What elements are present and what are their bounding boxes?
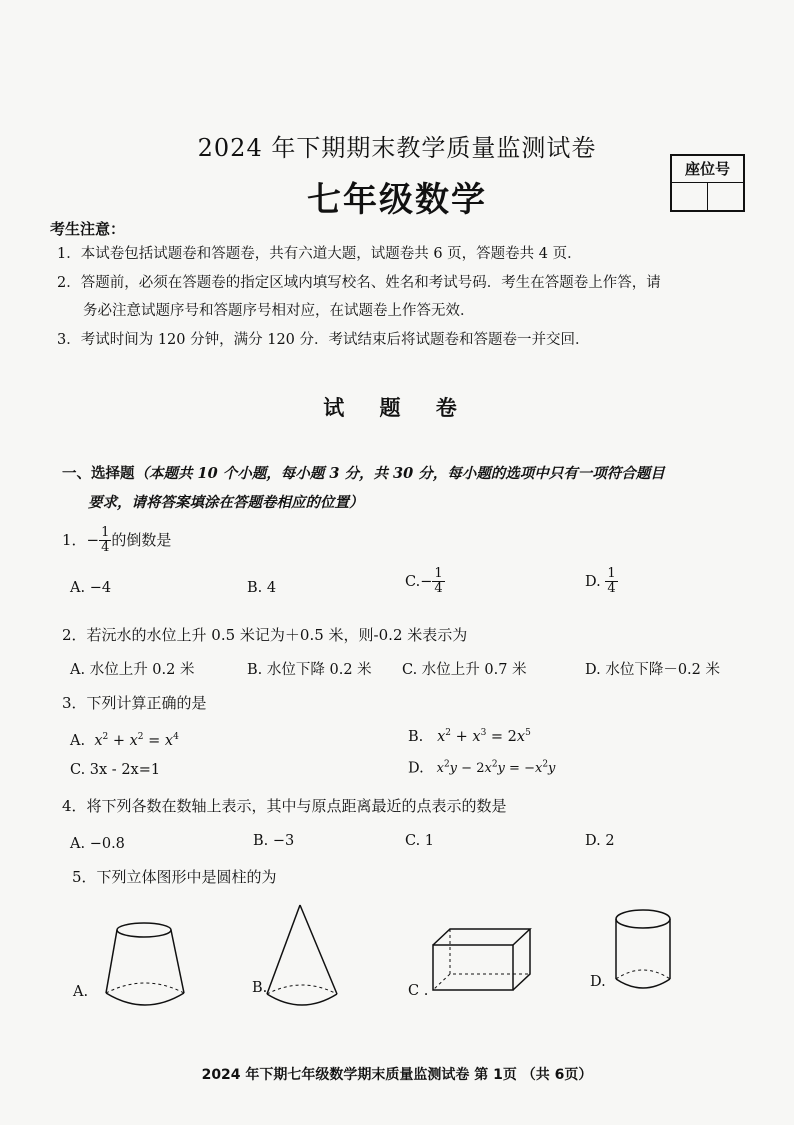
question-1 (62, 526, 171, 556)
seat-number-box (670, 154, 745, 212)
q3-option-a-label: A. (70, 732, 86, 749)
q3-option-d-label: D. (408, 760, 424, 777)
page-footer: 2024 年下期七年级数学期末质量监测试卷 第 1页 （共 6页） (201, 1067, 593, 1083)
q1-option-a: A. −4 (70, 580, 112, 596)
q1-option-d (585, 567, 618, 597)
q3-option-c: C. 3x - 2x=1 (70, 762, 161, 778)
q1-option-b: B. 4 (247, 580, 277, 596)
question-2: 2．若沅水的水位上升 0.5 米记为＋0.5 米，则-0.2 米表示为 (62, 626, 468, 644)
q1-option-c (405, 567, 445, 597)
question-5: 5．下列立体图形中是圆柱的为 (72, 868, 277, 886)
q1-frac-den: 4 (101, 540, 110, 556)
question-4: 4．将下列各数在数轴上表示，其中与原点距离最近的点表示的数是 (62, 797, 507, 815)
seat-cell (672, 183, 708, 211)
q1-text: 的倒数是 (111, 530, 172, 549)
seat-cell (708, 183, 743, 211)
question-3: 3．下列计算正确的是 (62, 694, 207, 712)
q5-option-a-label: A. (73, 984, 89, 1000)
subject-title: 七年级数学 (307, 180, 487, 220)
section1-instructions (62, 462, 762, 483)
q5-option-d-label: D. (590, 974, 606, 990)
q1-option-d-label: D. (585, 573, 601, 590)
q1-option-c-num: 1 (434, 566, 443, 581)
q5-option-c-label: C . (408, 983, 429, 999)
q3-option-a-formula: $x^2 + x^2 = x^4$ (94, 732, 179, 749)
notice-heading: 考生注意： (50, 220, 126, 238)
q2-option-a: A. 水位上升 0.2 米 (70, 662, 195, 678)
q1-option-c-den: 4 (434, 581, 443, 597)
exam-title: 2024 年下期期末教学质量监测试卷 (197, 134, 597, 162)
notice-item-2-cont: 务必注意试题序号和答题序号相对应，在试题卷上作答无效． (83, 303, 475, 319)
q1-option-c-sign: − (420, 573, 433, 590)
q1-frac-num: 1 (101, 525, 110, 540)
q2-option-b: B. 水位下降 0.2 米 (247, 662, 372, 678)
q2-option-c: C. 水位上升 0.7 米 (402, 662, 527, 678)
q1-option-d-num: 1 (607, 566, 616, 581)
seat-number-label: 座位号 (672, 156, 743, 183)
q3-option-d-formula: $x^2y - 2x^2y = -x^2y$ (436, 760, 556, 777)
q5-option-b-label: B. (252, 980, 268, 996)
q4-option-d: D. 2 (585, 833, 615, 849)
cylinder-figure (608, 905, 678, 1000)
q3-option-a (70, 732, 179, 749)
section-title: 试 题 卷 (323, 396, 471, 420)
notice-item-2: 2．答题前，必须在答题卷的指定区域内填写校名、姓名和考试号码．考生在答题卷上作答，请 (57, 275, 661, 291)
notice-item-1: 1．本试卷包括试题卷和答题卷，共有六道大题，试题卷共 6 页，答题卷共 4 页． (57, 246, 582, 262)
q2-option-d: D. 水位下降－0.2 米 (585, 662, 720, 678)
section1-heading: 一、选择题 (62, 466, 135, 482)
q1-option-d-den: 4 (607, 581, 616, 597)
section1-instruction-2: 要求，请将答案填涂在答题卷相应的位置） (88, 494, 364, 511)
q3-option-b (408, 728, 531, 745)
cuboid-figure (428, 925, 538, 1000)
frustum-figure (100, 915, 190, 1015)
q4-option-c: C. 1 (405, 833, 435, 849)
q3-option-b-label: B. (408, 728, 424, 745)
q1-number: 1． (62, 530, 87, 549)
q1-option-c-label: C. (405, 573, 421, 590)
section1-instruction-1: （本题共 10 个小题，每小题 3 分，共 30 分，每小题的选项中只有一项符合题目 (134, 465, 665, 482)
q1-sign: − (86, 530, 100, 549)
cone-figure (262, 900, 342, 1015)
q4-option-a: A. −0.8 (70, 836, 125, 852)
notice-item-3: 3．考试时间为 120 分钟，满分 120 分．考试结束后将试题卷和答题卷一并交回． (57, 332, 590, 348)
q3-option-d (408, 760, 555, 776)
q4-option-b: B. −3 (253, 833, 295, 849)
q3-option-b-formula: $x^2 + x^3 = 2x^5$ (437, 728, 531, 745)
